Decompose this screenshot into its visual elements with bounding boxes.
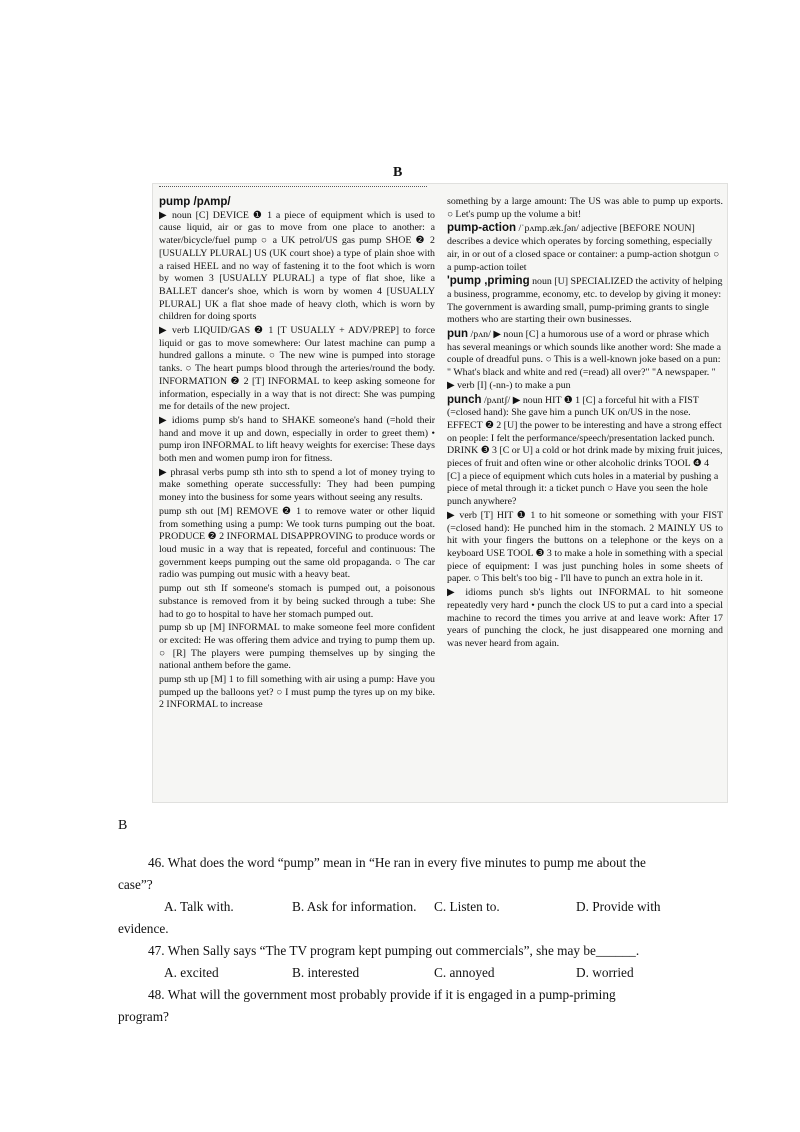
dotted-rule xyxy=(159,186,427,187)
question-48-stem-cont: program? xyxy=(118,1009,169,1024)
dictionary-entry xyxy=(447,510,723,586)
dictionary-entry xyxy=(447,394,723,509)
question-47-options xyxy=(118,962,688,984)
dictionary-entry xyxy=(447,328,723,393)
section-letter: B xyxy=(393,165,403,180)
option-c[interactable]: C. Listen to. xyxy=(434,899,500,914)
dictionary-entry xyxy=(159,583,435,621)
dictionary-entry xyxy=(159,674,435,712)
option-d[interactable]: D. Provide with xyxy=(576,899,661,914)
option-c[interactable]: C. annoyed xyxy=(434,965,495,980)
headword: 'pump ,priming xyxy=(447,275,530,288)
entry-text: ▶ idioms pump sb's hand to SHAKE someone's hand (=hold their hand and move it up and down, especially in order to greet them) • pump iron INFORMAL to lift heavy weights for exercise: These days both men and women pump iron for fitness. xyxy=(159,414,435,465)
passage-label: B xyxy=(118,818,128,833)
dictionary-entry xyxy=(159,196,435,324)
entry-text: something by a large amount: The US was able to pump up exports. ○ Let's pump up the volume a bit! xyxy=(447,196,723,220)
option-a[interactable]: A. excited xyxy=(164,965,219,980)
option-d[interactable]: D. worried xyxy=(576,965,634,980)
dictionary-entry xyxy=(447,222,723,274)
entry-text: ▶ verb [T] HIT ❶ 1 to hit someone or something with your FIST (=closed hand): He punched him in the stomach. 2 MAINLY US to hit with your fingers the buttons on a telephone or the keys on a keyboard USE TOOL ❸ 3 to make a hole in something with a special piece of equipment: I was just punching holes in some sheets of paper. ○ This belt's too big - I'll have to punch an extra hole in it. xyxy=(447,509,723,585)
dictionary-entry xyxy=(159,415,435,466)
option-b[interactable]: B. interested xyxy=(292,965,360,980)
question-46-stem: 46. What does the word “pump” mean in “He ran in every five minutes to pump me about the xyxy=(148,855,646,870)
headword: punch xyxy=(447,393,482,406)
dictionary-right-column xyxy=(447,196,723,652)
question-46-options xyxy=(118,896,688,918)
dictionary-left-column xyxy=(159,196,435,713)
dictionary-entry xyxy=(159,325,435,414)
option-b[interactable]: B. Ask for information. xyxy=(292,899,417,914)
question-47-stem: 47. When Sally says “The TV program kept pumping out commercials”, she may be______. xyxy=(148,943,640,958)
dictionary-entry xyxy=(159,467,435,505)
headword: pump-action xyxy=(447,222,516,235)
dictionary-entry xyxy=(159,506,435,582)
entry-text: ▶ verb LIQUID/GAS ❷ 1 [T USUALLY + ADV/PREP] to force liquid or gas to move somewhere: Our latest machine can pump a hundred gallons a minute. ○ The new wine is pumped into storage tanks. ○ The heart pumps blood through the arteries/round the body. INFORMATION ❷ 2 [T] INFORMAL to keep asking someone for information, especially in a way that is not direct: She was pumping me for details of the new project. xyxy=(159,325,435,413)
question-list xyxy=(118,852,688,1028)
dictionary-entry xyxy=(159,622,435,673)
headword: pun xyxy=(447,328,469,341)
entry-text: /ˈpʌmp.æk.ʃən/ adjective [BEFORE NOUN] describes a device which operates by forcing something, especially air, in or out of a closed space or container: a pump-action shotgun ○ a pump-action toilet xyxy=(447,223,720,273)
question-46-option-cont: evidence. xyxy=(118,921,169,936)
option-a[interactable]: A. Talk with. xyxy=(164,899,234,914)
entry-text: pump sth up [M] 1 to fill something with air using a pump: Have you pumped up the balloons yet? ○ I must pump the tyres up on my bike. 2 INFORMAL to increase xyxy=(159,674,435,711)
entry-text: ▶ noun [C] DEVICE ❶ 1 a piece of equipment which is used to cause liquid, air or gas to move from one place to another: a water/bicycle/fuel pump ○ a UK petrol/US gas pump SHOE ❷ 2 [USUALLY PLURAL] US (UK court shoe) a type of plain shoe with a raised HEEL and no way of fastening it to the foot which is worn by women 3 [USUALLY PLURAL] a type of flat shoe, like a BALLET dancer's shoe, which is worn by women 4 [USUALLY PLURAL] UK a flat shoe made of heavy cloth, which is worn by children for doing sports xyxy=(159,209,435,323)
entry-text: ▶ phrasal verbs pump sth into sth to spend a lot of money trying to make something operate successfully: They had been pumping money into the business for some years without seeing any results. xyxy=(159,466,435,504)
question-48-stem: 48. What will the government most probably provide if it is engaged in a pump-priming xyxy=(148,987,616,1002)
dictionary-entry xyxy=(447,196,723,221)
dictionary-scan xyxy=(152,183,728,803)
entry-text: noun [U] SPECIALIZED the activity of helping a business, programme, economy, etc. to develop by giving it money: The government is awarding small, pump-priming grants to single mothers who are starting their own businesses. xyxy=(447,276,723,326)
entry-text: ▶ idioms punch sb's lights out INFORMAL to hit someone repeatedly very hard • punch the clock US to put a card into a special machine to record the times you arrive at and leave work: After 17 years of punching the clock, he just disappeared one morning and was never heard from again. xyxy=(447,587,723,649)
question-46-stem-cont: case”? xyxy=(118,877,153,892)
headword: pump /pʌmp/ xyxy=(159,196,231,208)
entry-text: /pʌntʃ/ ▶ noun HIT ❶ 1 [C] a forceful hit with a FIST (=closed hand): She gave him a punch UK on/US in the nose. EFFECT ❷ 2 [U] the power to be interesting and have a strong effect on people: I felt the performance/speech/presentation lacked punch. DRINK ❸ 3 [C or U] a cold or hot drink made by mixing fruit juices, pieces of fruit and often wine or other alcoholic drinks TOOL ❹ 4 [C] a piece of equipment which cuts holes in a material by pushing a piece of metal through it: a ticket punch ○ Have you seen the hole punch anywhere? xyxy=(447,394,723,508)
entry-text: pump out sth If someone's stomach is pumped out, a poisonous substance is removed from it by being sucked through a tube: She had to go to hospital to have her stomach pumped out. xyxy=(159,583,435,620)
dictionary-entry xyxy=(447,587,723,651)
dictionary-entry xyxy=(447,275,723,327)
entry-text: /pʌn/ ▶ noun [C] a humorous use of a word or phrase which has several meanings or which sounds like another word: She made a couple of dreadful puns. ○ This is a well-known joke based on a pun: " What's black and white and red (=read) all over?" "A newspaper. " ▶ verb [I] (-nn-) to make a pun xyxy=(447,329,721,391)
entry-text: pump sth out [M] REMOVE ❷ 1 to remove water or other liquid from something using a pump: We took turns pumping out the boat. PRODUCE ❷ 2 INFORMAL DISAPPROVING to produce words or loud music in a way that is repeated, forceful and continuous: The government keeps pumping out the same old propaganda. ○ The car radio was pumping out music with a heavy beat. xyxy=(159,505,435,581)
entry-text: pump sb up [M] INFORMAL to make someone feel more confident or excited: He was offering them advice and trying to pump them up. ○ [R] The players were pumping themselves up by singing the national anthem before the game. xyxy=(159,622,435,672)
